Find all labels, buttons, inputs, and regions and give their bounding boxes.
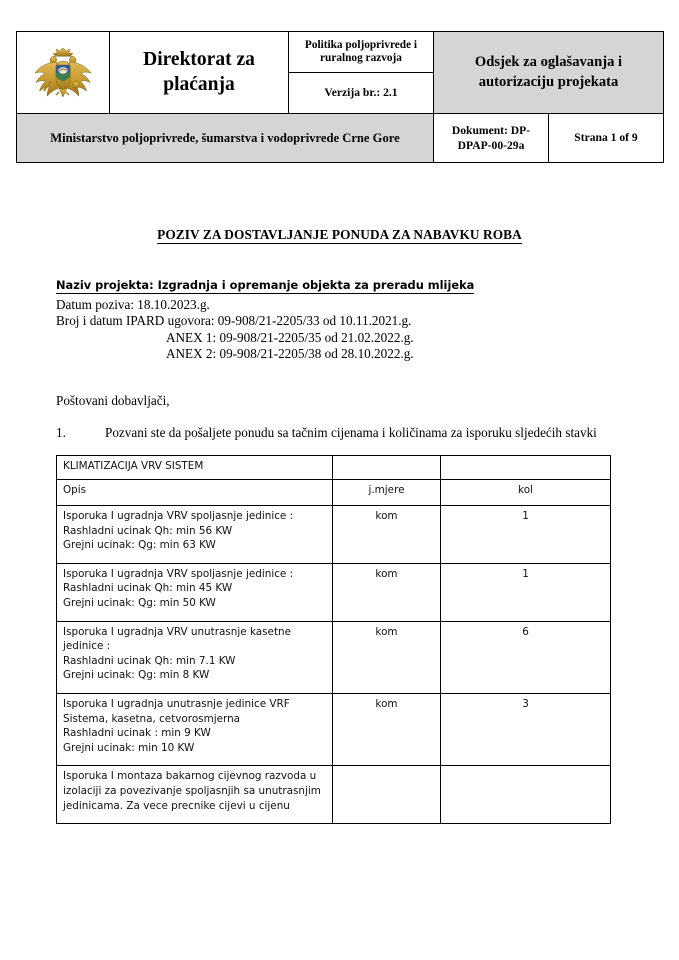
item-description-line: Rashladni ucinak : min 9 KW — [63, 727, 211, 740]
page-title — [0, 227, 679, 243]
numbered-paragraph-number: 1. — [56, 425, 66, 440]
item-description-line: Grejni ucinak: Qg: min 63 KW — [63, 539, 216, 552]
item-description-line: Grejni ucinak: min 10 KW — [63, 741, 195, 754]
montenegro-coat-of-arms-icon — [32, 43, 94, 103]
table-row — [57, 766, 611, 824]
item-description-line: Rashladni ucinak Qh: min 56 KW — [63, 524, 233, 537]
table-row — [57, 506, 611, 564]
header-row-top — [17, 32, 664, 73]
project-name-text: Naziv projekta: Izgradnja i opremanje objekta za preradu mlijeka — [56, 278, 475, 292]
item-description-line: Grejni ucinak: Qg: min 50 KW — [63, 596, 216, 609]
document-header-table — [16, 31, 664, 163]
project-name — [56, 278, 474, 292]
table-row — [57, 693, 611, 765]
item-description-line: jedinice : — [63, 640, 111, 653]
item-description-line: Rashladni ucinak Qh: min 45 KW — [63, 582, 233, 595]
ministry-cell: Ministarstvo poljoprivrede, šumarstva i vodoprivrede Crne Gore — [17, 114, 434, 163]
table-section-unit-empty — [333, 456, 441, 480]
page-number-cell: Strana 1 of 9 — [549, 114, 664, 163]
document-code-cell: Dokument: DP-DPAP-00-29a — [434, 114, 549, 163]
table-column-header: j.mjere — [333, 480, 441, 506]
item-quantity: 3 — [441, 693, 611, 765]
annex-1-line: ANEX 1: 09-908/21-2205/35 od 21.02.2022.g. — [166, 329, 414, 345]
department-cell: Odsjek za oglašavanja i autorizaciju projekata — [434, 32, 664, 114]
item-unit — [333, 766, 441, 824]
contract-number-date: Broj i datum IPARD ugovora: 09-908/21-2205/33 od 10.11.2021.g. — [56, 313, 412, 329]
item-quantity: 6 — [441, 621, 611, 693]
table-column-header: kol — [441, 480, 611, 506]
item-description-line: Isporuka I montaza bakarnog cijevnog razvoda u — [63, 770, 317, 783]
item-description — [57, 621, 333, 693]
table-header-row — [57, 480, 611, 506]
numbered-paragraph — [56, 425, 636, 441]
item-description-line: jedinicama. Za vece precnike cijevi u cijenu — [63, 799, 290, 812]
item-description — [57, 563, 333, 621]
item-description-line: izolaciji za povezivanje spoljasnjih sa unutrasnjim — [63, 784, 321, 797]
numbered-paragraph-text: Pozvani ste da pošaljete ponudu sa tačnim cijenama i količinama za isporuku sljedećih stavki — [105, 425, 597, 440]
item-unit: kom — [333, 621, 441, 693]
item-unit: kom — [333, 563, 441, 621]
header-row-bottom — [17, 114, 664, 163]
policy-cell: Politika poljoprivrede i ruralnog razvoja — [289, 32, 434, 73]
item-unit: kom — [333, 506, 441, 564]
item-description-line: Isporuka I ugradnja VRV spoljasnje jedinice : — [63, 567, 294, 580]
item-quantity: 1 — [441, 506, 611, 564]
item-quantity: 1 — [441, 563, 611, 621]
table-row — [57, 621, 611, 693]
salutation: Poštovani dobavljači, — [56, 393, 170, 408]
directorate-title: Direktorat za plaćanja — [110, 32, 289, 114]
item-description-line: Grejni ucinak: Qg: min 8 KW — [63, 669, 210, 682]
item-unit: kom — [333, 693, 441, 765]
project-meta-block — [56, 297, 616, 363]
item-description — [57, 693, 333, 765]
item-description-line: Sistema, kasetna, cetvorosmjerna — [63, 712, 241, 725]
item-quantity — [441, 766, 611, 824]
table-column-header: Opis — [57, 480, 333, 506]
item-description-line: Isporuka I ugradnja VRV spoljasnje jedinice : — [63, 510, 294, 522]
table-section-title: KLIMATIZACIJA VRV SISTEM — [57, 456, 333, 480]
emblem-cell — [17, 32, 110, 114]
invitation-date: Datum poziva: 18.10.2023.g. — [56, 297, 210, 312]
table-section-qty-empty — [441, 456, 611, 480]
item-description-line: Isporuka I ugradnja unutrasnje jedinice VRF — [63, 697, 290, 710]
annex-2-line: ANEX 2: 09-908/21-2205/38 od 28.10.2022.g. — [166, 346, 414, 362]
table-section-row — [57, 456, 611, 480]
item-description-line: Rashladni ucinak Qh: min 7.1 KW — [63, 654, 236, 667]
item-description — [57, 506, 333, 564]
table-row — [57, 563, 611, 621]
item-description — [57, 766, 333, 824]
items-table-body — [57, 456, 611, 824]
page-title-text: POZIV ZA DOSTAVLJANJE PONUDA ZA NABAVKU ROBA — [157, 227, 522, 242]
item-description-line: Isporuka I ugradnja VRV unutrasnje kasetne — [63, 625, 291, 638]
version-cell: Verzija br.: 2.1 — [289, 73, 434, 114]
items-table — [56, 455, 611, 824]
